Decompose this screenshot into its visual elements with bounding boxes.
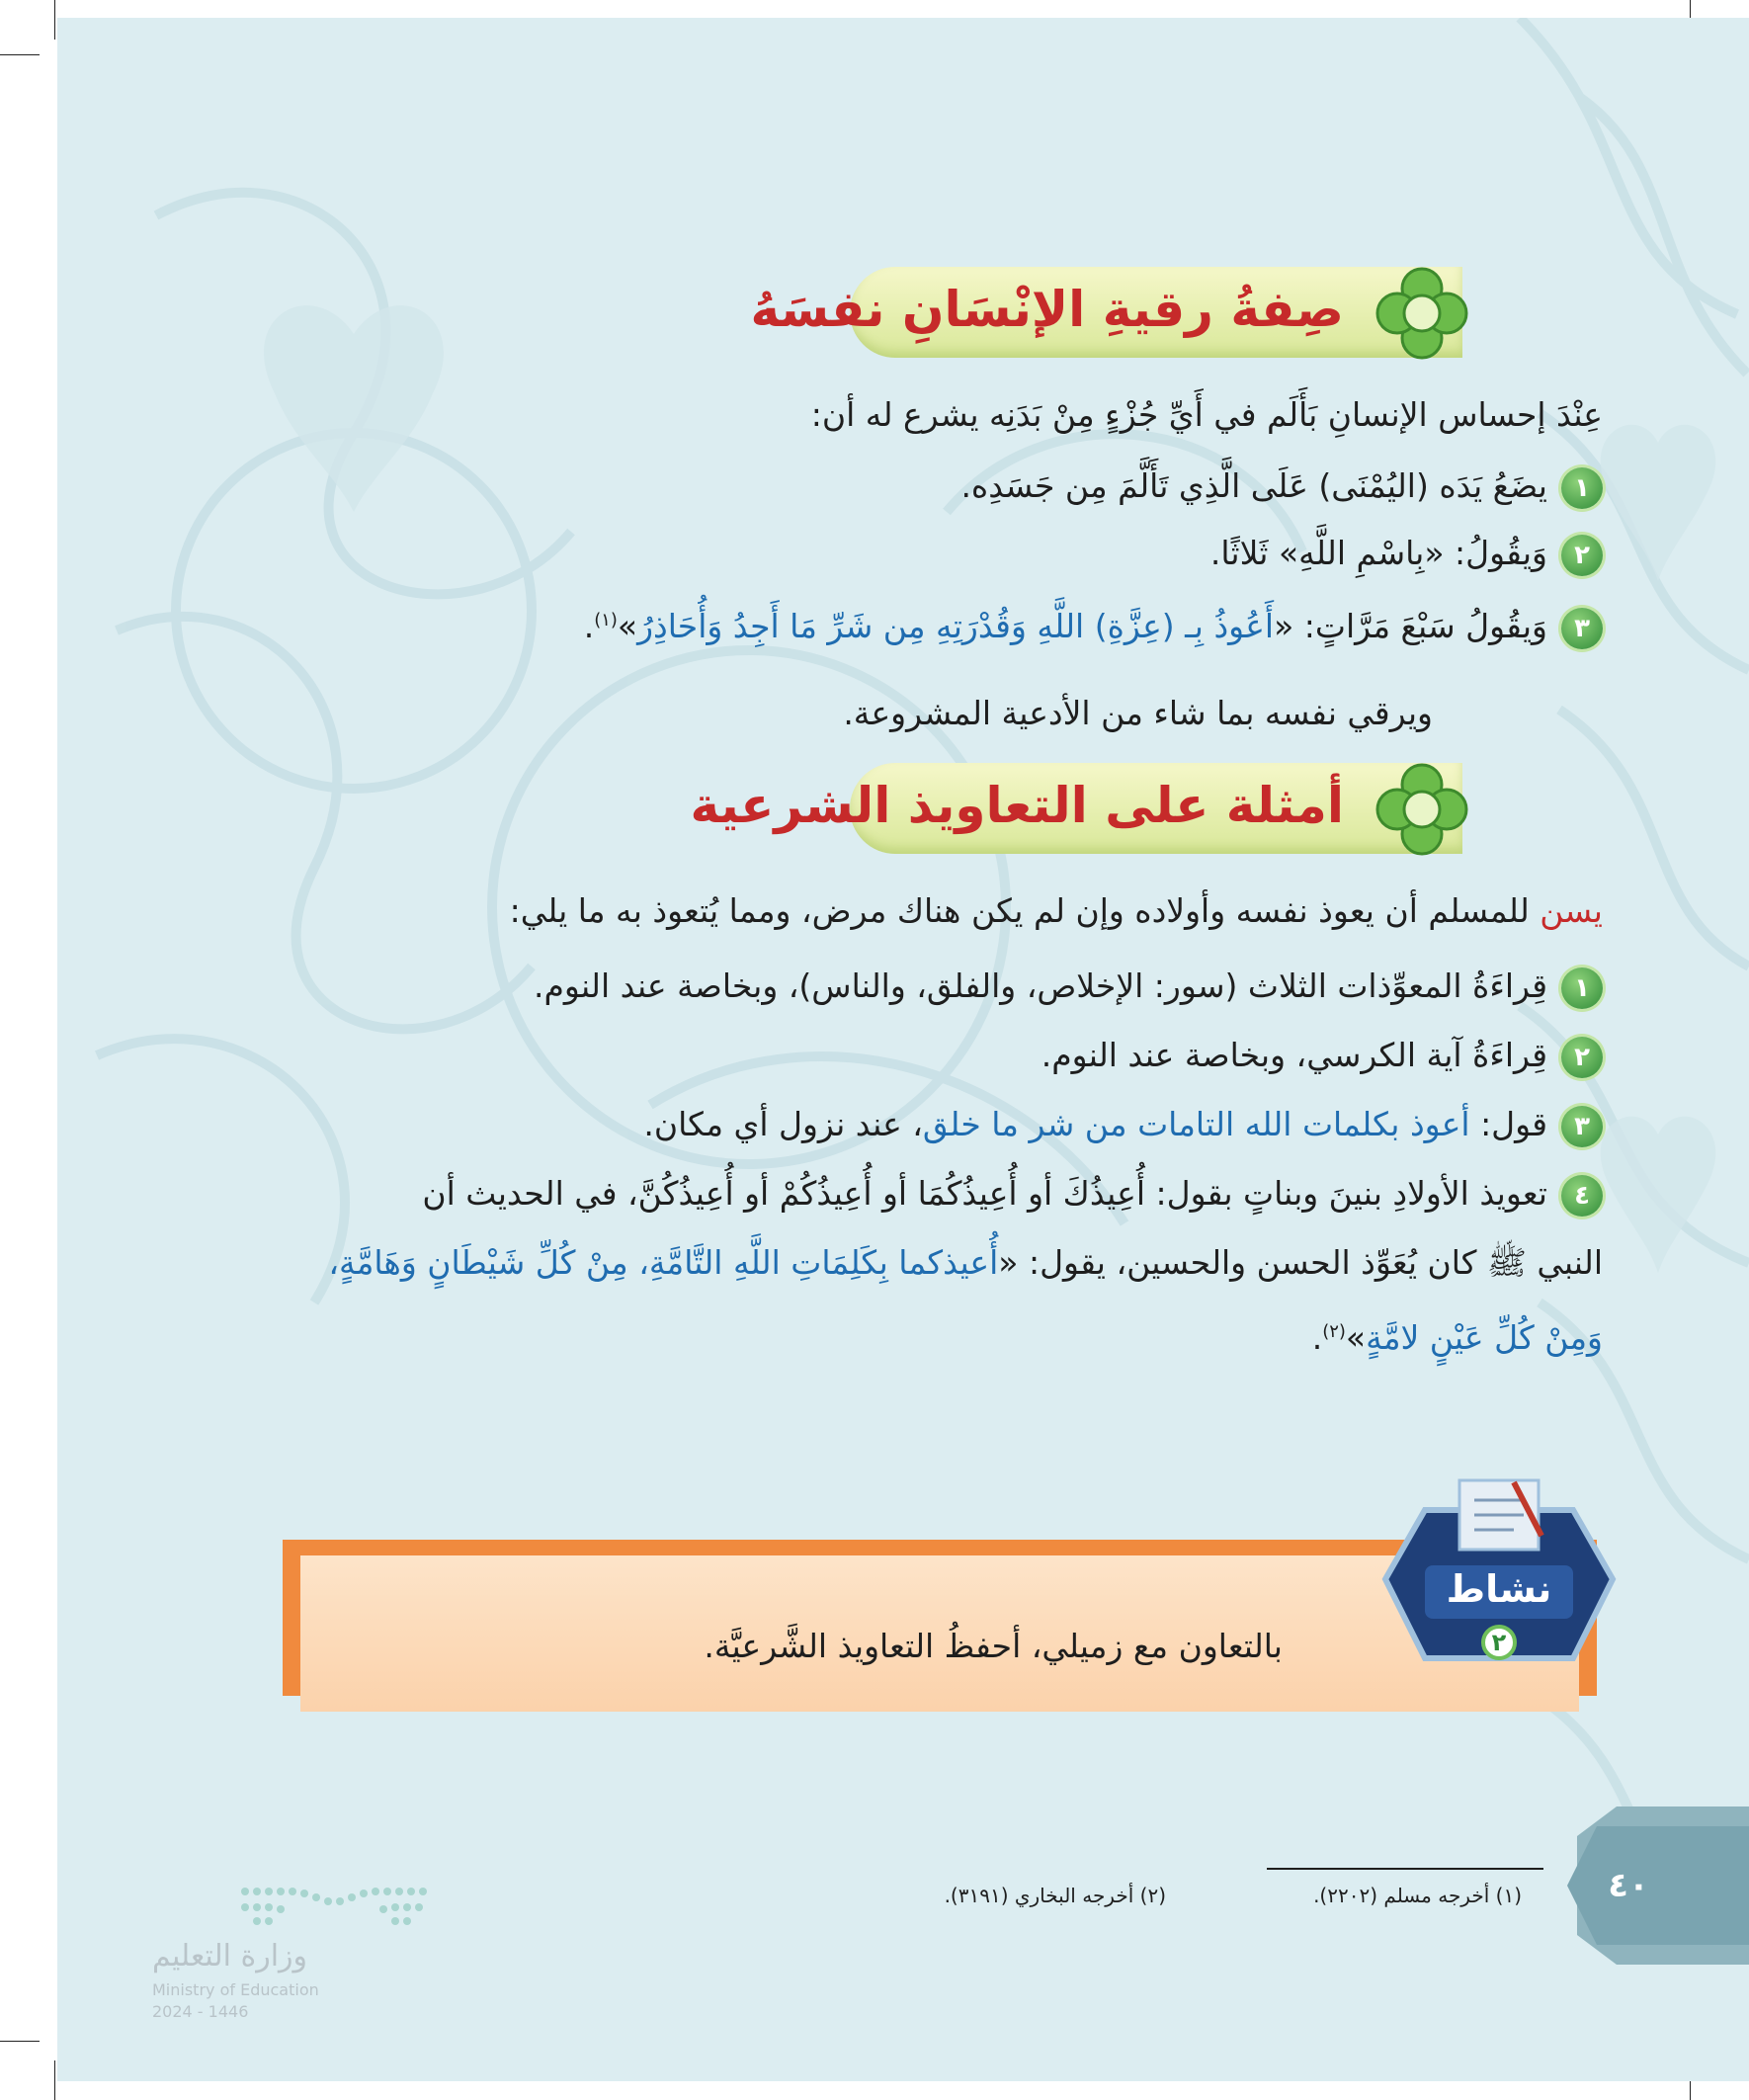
- item-text: يضَعُ يَدَه (اليُمْنَى) عَلَى الَّذِي تَأَلَّمَ مِن جَسَدِه.: [960, 466, 1547, 505]
- footnote-ref: (٢): [1322, 1321, 1346, 1342]
- item-text-pre: قول:: [1469, 1105, 1547, 1143]
- number-badge: ٢: [1561, 535, 1603, 576]
- item-quote: أُعيذكما بِكَلِمَاتِ اللَّهِ التَّامَّةِ، مِنْ كُلِّ شَيْطَانٍ وَهَامَّةٍ،: [328, 1243, 999, 1282]
- textbook-page: [57, 18, 1749, 2081]
- item-quote: أَعُوذُ بِـ (عِزَّةِ) اللَّهِ وَقُدْرَتِهِ مِن شَرِّ مَا أَجِدُ وَأُحَاذِرُ: [637, 607, 1275, 645]
- ministry-name-en: Ministry of Education: [152, 1980, 319, 1999]
- activity-text: بالتعاون مع زميلي، أحفظُ التعاويذ الشَّرعيَّة.: [704, 1627, 1283, 1665]
- item-text-pre: وَيقُولُ سَبْعَ مَرَّاتٍ: «: [1274, 607, 1547, 645]
- section-title-text: صِفةُ رقيةِ الإنْسَانِ نفسَهُ: [750, 281, 1344, 338]
- footnote-2: (٢) أخرجه البخاري (٣١٩١).: [944, 1884, 1166, 1907]
- item-text-post: »: [617, 607, 638, 645]
- item-text-post: »: [1345, 1318, 1367, 1357]
- item-text: تعويذ الأولادِ بنينَ وبناتٍ بقول: أُعِيذُكَ أو أُعِيذُكُمَا أو أُعِيذُكُمْ أو أُعِيذُكُنَّ، في الحديث أن: [422, 1174, 1547, 1213]
- item-text-post: » ثَلاثًا.: [1209, 534, 1299, 572]
- flower-ornament-icon: [1368, 755, 1476, 864]
- number-badge: ٤: [1561, 1175, 1603, 1217]
- item-text-pre: النبي ﷺ كان يُعَوِّذ الحسن والحسين، يقول: «: [998, 1243, 1603, 1282]
- section-title-examples: [690, 763, 1462, 854]
- list-item: [643, 1101, 1603, 1148]
- footnote-1: (١) أخرجه مسلم (٢٢٠٢).: [1313, 1884, 1522, 1907]
- activity-badge-number: ٢: [1491, 1629, 1507, 1656]
- crop-mark: [54, 0, 55, 40]
- list-item-continuation: [1312, 1308, 1603, 1362]
- list-item-continuation: [328, 1239, 1603, 1287]
- list-item: [422, 1170, 1603, 1218]
- item-quote: وَمِنْ كُلِّ عَيْنٍ لامَّةٍ: [1366, 1318, 1603, 1357]
- section1-closing: ويرقي نفسه بما شاء من الأدعية المشروعة.: [843, 694, 1433, 732]
- number-badge: ١: [1561, 967, 1603, 1009]
- item-text-end: .: [583, 607, 595, 645]
- activity-badge-label: نشاط: [1446, 1567, 1552, 1611]
- number-badge: ٣: [1561, 608, 1603, 649]
- section1-intro: عِنْدَ إحساس الإنسانِ بَأَلَم في أَيِّ جُزْءٍ مِنْ بَدَنِه يشرع له أن:: [810, 395, 1603, 434]
- list-item: [1041, 1032, 1603, 1079]
- item-text-pre: وَيقُولُ: «: [1424, 534, 1547, 572]
- footnote-ref: (١): [594, 610, 618, 630]
- item-text: قِراءَةُ المعوِّذات الثلاث (سور: الإخلاص، والفلق، والناس)، وبخاصة عند النوم.: [534, 966, 1547, 1005]
- list-item: [1210, 530, 1603, 577]
- page-number: ٤٠: [1608, 1866, 1649, 1905]
- crop-mark: [0, 54, 40, 55]
- list-item: [534, 963, 1603, 1010]
- item-quote: بِاسْمِ اللَّهِ: [1298, 534, 1425, 572]
- item-text: قِراءَةُ آية الكرسي، وبخاصة عند النوم.: [1041, 1036, 1547, 1074]
- item-text-end: .: [1311, 1318, 1323, 1357]
- ministry-logo-icon: [235, 1872, 433, 1931]
- item-quote: أعوذ بكلمات الله التامات من شر ما خلق: [922, 1105, 1470, 1143]
- item-text-post: ، عند نزول أي مكان.: [643, 1105, 923, 1143]
- ministry-year: 2024 - 1446: [152, 2002, 249, 2021]
- number-badge: ٣: [1561, 1106, 1603, 1147]
- number-badge: ١: [1561, 467, 1603, 509]
- crop-mark: [0, 2041, 40, 2042]
- list-item: [584, 597, 1603, 650]
- section2-intro: [510, 887, 1603, 935]
- intro-text: للمسلم أن يعوذ نفسه وأولاده وإن لم يكن هناك مرض، ومما يُتعوذ به ما يلي:: [509, 891, 1530, 930]
- number-badge: ٢: [1561, 1037, 1603, 1078]
- ministry-name-ar: وزارة التعليم: [152, 1939, 308, 1974]
- section-title-self-ruqyah: [750, 267, 1462, 358]
- section-title-text: أمثلة على التعاويذ الشرعية: [690, 777, 1344, 834]
- footnote-separator: [1267, 1868, 1543, 1870]
- highlight-word: يسن: [1540, 891, 1603, 930]
- flower-ornament-icon: [1368, 259, 1476, 368]
- crop-mark: [54, 2060, 55, 2100]
- list-item: [960, 462, 1603, 510]
